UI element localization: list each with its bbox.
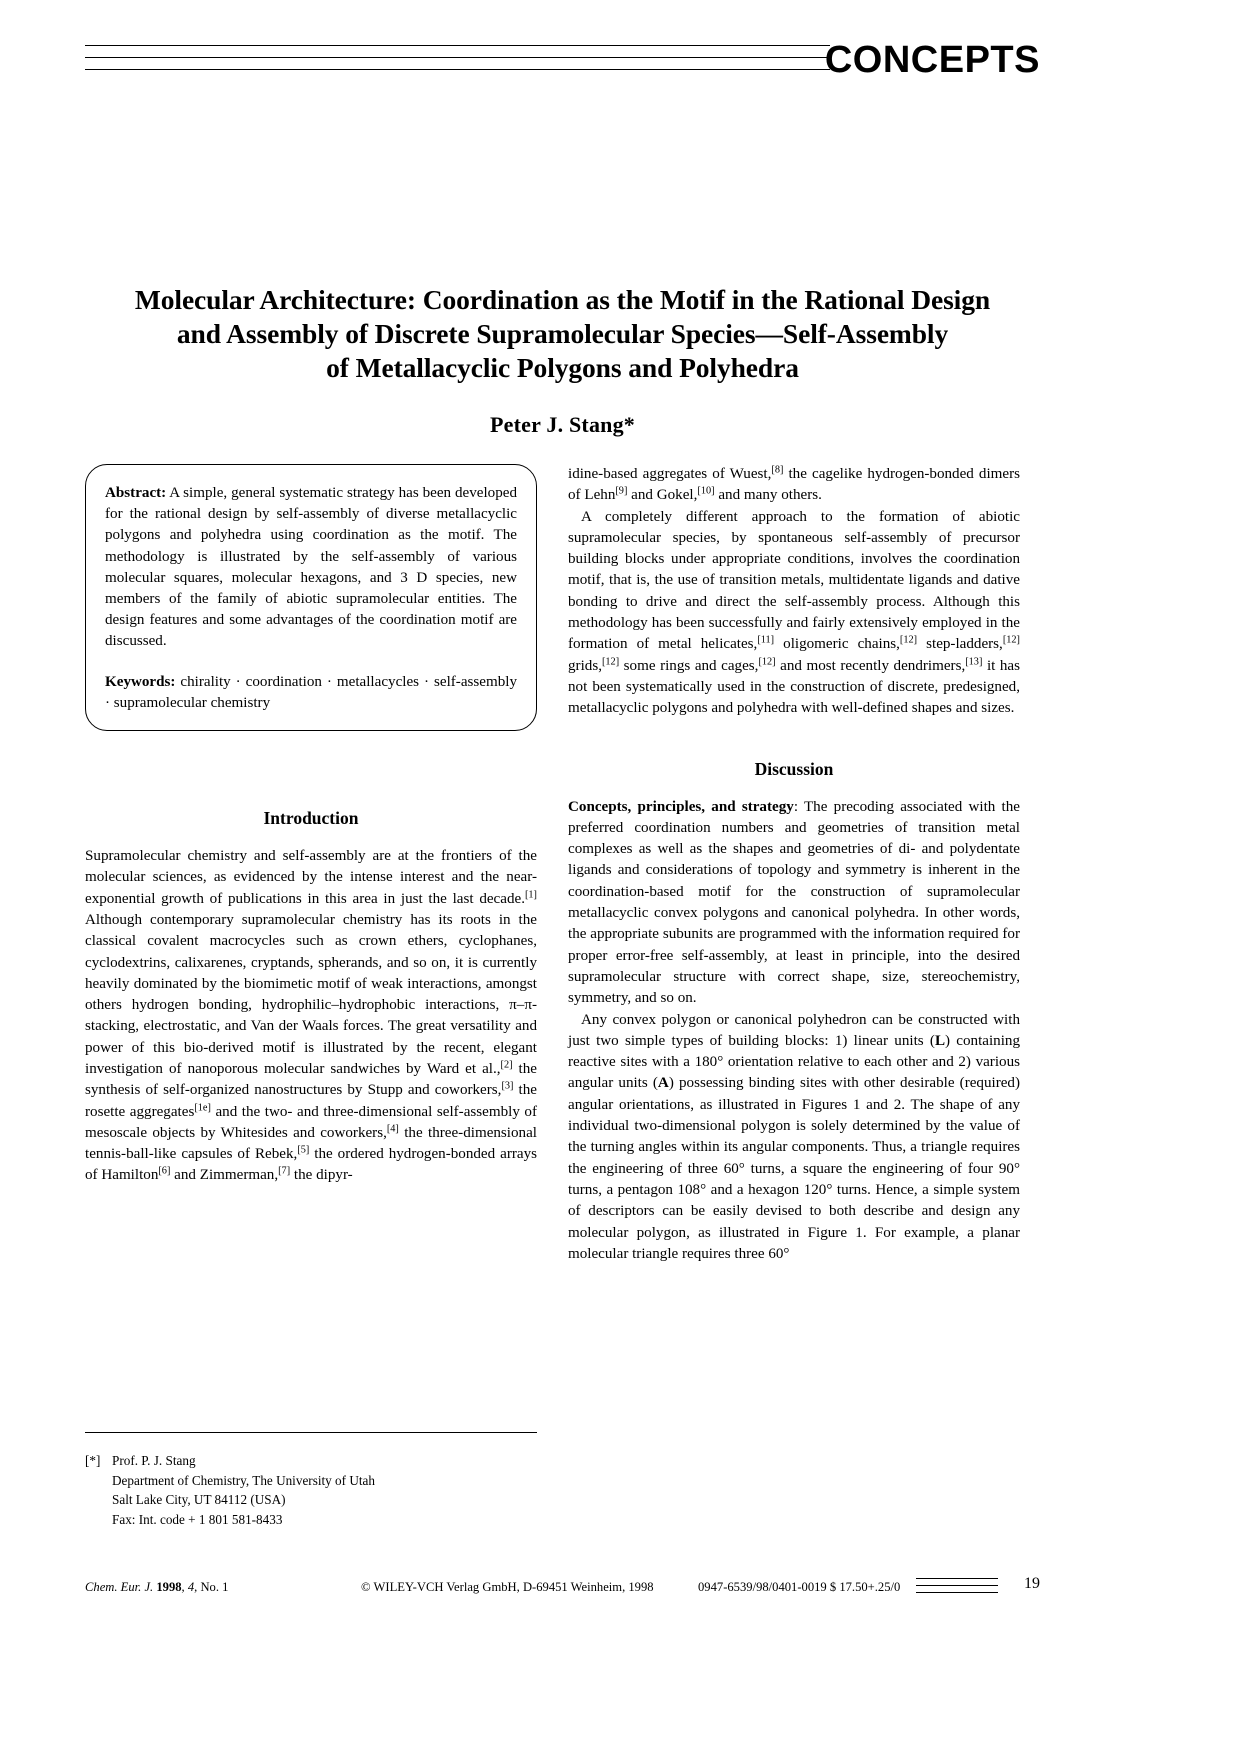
reference-marker[interactable]: [1e]	[194, 1102, 211, 1114]
reference-marker[interactable]: [9]	[615, 485, 628, 497]
reference-marker[interactable]: [4]	[386, 1123, 399, 1135]
right-paragraph-2	[568, 507, 1020, 720]
title-block	[85, 283, 1040, 438]
discussion-text-2: Any convex polygon or canonical polyhedron can be constructed with just two simple types of building blocks: 1) linear units (L) containing reactive sites with a 180° orientation relative to each other and 2) various angular units (A) possessing binding sites with other desirable (required) angular orientations, as illustrated in Figures 1 and 2. The shape of any individual two-dimensional polygon is solely determined by the value of the turning angles within its angular components. Thus, a triangle requires the engineering of three 60° turns, a square the engineering of four 90° turns, a pentagon 108° and a hexagon 120° turns. Hence, a simple system of descriptors can be easily devised to both describe and design any molecular polygon, as illustrated in Figure 1. For example, a planar molecular triangle requires three 60°	[568, 1011, 1021, 1262]
reference-marker[interactable]: [6]	[158, 1166, 171, 1178]
footer-rule-2	[916, 1585, 998, 1586]
p2-text-b: oligomeric chains,	[774, 636, 900, 653]
intro-text-a: Supramolecular chemistry and self-assembly are at the frontiers of the molecular sciences, as evidenced by the intense interest and the near-exponential growth of publications in this area in just the last decade.	[85, 848, 537, 907]
masthead	[85, 38, 1040, 86]
reference-marker[interactable]: [5]	[297, 1144, 310, 1156]
linear-unit-symbol: L	[934, 1032, 946, 1049]
p2-text-d: grids,	[568, 657, 602, 674]
footer-journal-number: , No. 1	[194, 1580, 229, 1594]
discussion-lead-label: Concepts, principles, and strategy	[568, 798, 794, 815]
reference-marker[interactable]: [12]	[601, 656, 620, 668]
reference-marker[interactable]: [2]	[500, 1059, 513, 1071]
footnote-block	[85, 1432, 537, 1529]
abstract-box	[85, 464, 537, 731]
cont-text-a: idine-based aggregates of Wuest,	[568, 466, 772, 482]
intro-paragraph-1	[85, 846, 537, 1187]
footer-journal-name: Chem. Eur. J.	[85, 1580, 157, 1594]
keywords-label: Keywords:	[105, 673, 176, 690]
reference-marker[interactable]: [3]	[501, 1080, 514, 1092]
page-title	[85, 283, 1040, 385]
section-heading-discussion: Discussion	[754, 758, 834, 779]
footer-rules	[916, 1578, 998, 1593]
footnote-line-2: Department of Chemistry, The University of Utah	[112, 1472, 375, 1488]
masthead-rules	[85, 45, 830, 79]
footer-journal-citation	[85, 1579, 228, 1595]
cont-text-d: and many others.	[714, 487, 822, 504]
abstract-paragraph	[105, 483, 517, 653]
cont-text-c: and Gokel,	[627, 487, 698, 504]
footnote-marker: [*]	[85, 1453, 101, 1468]
footer-journal-volume: , 4	[181, 1580, 195, 1594]
left-column	[85, 464, 537, 1187]
page-footer	[85, 1576, 1040, 1602]
reference-marker[interactable]: [1]	[524, 889, 537, 901]
masthead-rule-2	[85, 57, 830, 58]
p2-text-a: A completely different approach to the formation of abiotic supramolecular species, by spontaneous self-assembly of precursor building blocks under appropriate conditions, involves the coordination motif, that is, the use of transition metals, multidentate ligands and dative bonding to drive and direct the self-assembly process. Although this methodology has been successfully and fairly extensively employed in the formation of metal helicates,	[568, 508, 1020, 653]
abstract-body: A simple, general systematic strategy has been developed for the rational design by self-assembly of diverse metallacyclic polygons and polyhedra using coordination as the motif. The methodology is illustrated by the self-assembly of various molecular squares, molecular hexagons, and 3 D species, new members of the family of abiotic supramolecular entities. The design features and some advantages of the coordination motif are discussed.	[105, 485, 517, 650]
keywords-body: chirality · coordination · metallacycles · self-assembly · supramolecular chemistry	[105, 673, 517, 711]
intro-text-i: the dipyr-	[290, 1167, 353, 1184]
footnote-rule	[85, 1432, 537, 1433]
reference-marker[interactable]: [12]	[1002, 635, 1020, 647]
intro-text-c: the synthesis of self-organized nanostructures by Stupp and coworkers,	[85, 1061, 537, 1099]
p2-text-f: and most recently dendrimers,	[775, 657, 966, 674]
footnote-line-3: Salt Lake City, UT 84112 (USA)	[112, 1492, 286, 1508]
keywords-paragraph	[105, 672, 517, 714]
p2-text-c: step-ladders,	[917, 636, 1003, 653]
intro-text-h: and Zimmerman,	[170, 1167, 279, 1184]
footnote-text	[85, 1451, 537, 1529]
masthead-rule-3	[85, 69, 830, 70]
footer-rule-1	[916, 1578, 998, 1579]
reference-marker[interactable]: [7]	[278, 1166, 291, 1178]
reference-marker[interactable]: [11]	[757, 635, 775, 647]
section-heading-introduction: Introduction	[263, 808, 359, 829]
title-line-1: Molecular Architecture: Coordination as the Motif in the Rational Design	[134, 284, 991, 315]
abstract-label: Abstract:	[105, 485, 167, 501]
intro-text-g: the ordered hydrogen-bonded arrays of Hamilton	[85, 1146, 538, 1184]
p2-text-g: it has not been systematically used in the construction of discrete, predesigned, metallacyclic polygons and polyhedra with well-defined shapes and sizes.	[568, 657, 1020, 717]
reference-marker[interactable]: [12]	[758, 656, 776, 668]
footer-copyright: © WILEY-VCH Verlag GmbH, D-69451 Weinheim, 1998	[361, 1580, 654, 1594]
intro-text-d: the rosette aggregates	[85, 1082, 537, 1120]
footnote-line-1	[85, 1451, 537, 1471]
reference-marker[interactable]: [8]	[771, 464, 784, 476]
footer-journal-year: 1998	[156, 1580, 182, 1594]
masthead-rule-1	[85, 45, 830, 46]
cont-text-b: the cagelike hydrogen-bonded dimers of Lehn	[568, 466, 1020, 504]
reference-marker[interactable]: [12]	[899, 635, 918, 647]
title-line-2: and Assembly of Discrete Supramolecular Species—Self-Assembly	[176, 318, 949, 349]
reference-marker[interactable]: [13]	[965, 656, 983, 668]
right-continuation-paragraph	[568, 464, 1020, 507]
discussion-paragraph-2	[568, 1010, 1020, 1266]
intro-text-f: the three-dimensional tennis-ball-like capsules of Rebek,	[85, 1124, 537, 1163]
discussion-paragraph-1	[568, 797, 1020, 1010]
footnote-author: Prof. P. J. Stang	[112, 1453, 196, 1468]
p2-text-e: some rings and cages,	[619, 657, 759, 674]
angular-unit-symbol: A	[657, 1075, 669, 1092]
footer-issn-code: 0947-6539/98/0401-0019 $ 17.50+.25/0	[698, 1580, 901, 1594]
reference-marker[interactable]: [10]	[697, 485, 715, 497]
discussion-text-1: : The precoding associated with the preferred coordination numbers and geometries of transition metal complexes as well as the shapes and geometries of di- and polydentate ligands and considerations of topology and symmetry is inherent in the coordination-based motif for the construction of supramolecular metallacyclic convex polygons and canonical polyhedra. In other words, the appropriate subunits are programmed with the information required for proper error-free self-assembly, at least in principle, into the desired supramolecular structure with correct shape, size, stereochemistry, symmetry, and so on.	[568, 798, 1020, 1007]
intro-text-b: Although contemporary supramolecular chemistry has its roots in the classical covalent macrocycles such as crown ethers, cyclophanes, cyclodextrins, calixarenes, cryptands, spherands, and so on, it is currently heavily dominated by the biomimetic motif of weak interactions, amongst others hydrogen bonding, hydrophilic–hydrophobic interactions, π–π-stacking, electrostatic, and Van der Waals forces. The great versatility and power of this bio-derived motif is illustrated by the recent, elegant investigation of nanoporous molecular sandwiches by Ward et al.,	[85, 911, 537, 1077]
title-line-3: of Metallacyclic Polygons and Polyhedra	[326, 352, 799, 383]
author-name: Peter J. Stang*	[490, 412, 635, 437]
footnote-line-4: Fax: Int. code + 1 801 581-8433	[112, 1511, 283, 1527]
intro-text-e: and the two- and three-dimensional self-assembly of mesoscale objects by Whitesides and coworkers,	[85, 1103, 537, 1141]
right-column	[568, 464, 1020, 1265]
footer-rule-3	[916, 1592, 998, 1593]
masthead-label: CONCEPTS	[824, 39, 1040, 81]
page-number: 19	[1024, 1575, 1040, 1592]
